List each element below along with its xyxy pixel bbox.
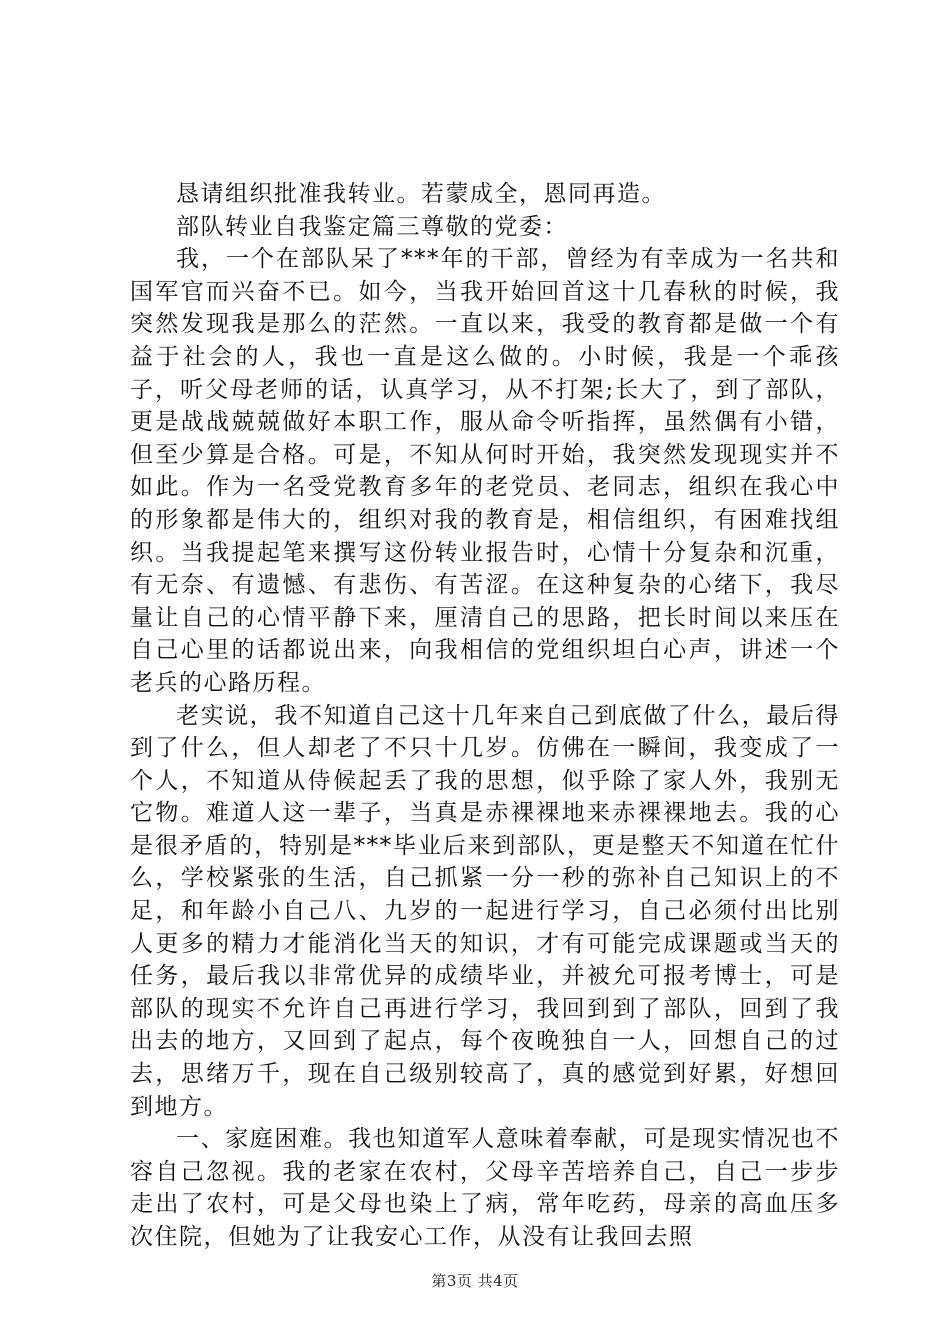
document-body <box>130 178 840 1254</box>
paragraph-intro: 我，一个在部队呆了***年的干部，曾经为有幸成为一名共和国军官而兴奋不已。如今，当我开始回首这十几春秋的时候，我突然发现我是那么的茫然。一直以来，我受的教育都是做一个有益于社会的人，我也一直是这么做的。小时候，我是一个乖孩子，听父母老师的话，认真学习，从不打架;长大了，到了部队，更是战战兢兢做好本职工作，服从命令听指挥，虽然偶有小错，但至少算是合格。可是，不知从何时开始，我突然发现现实并不如此。作为一名受党教育多年的老党员、老同志，组织在我心中的形象都是伟大的，组织对我的教育是，相信组织，有困难找组织。当我提起笔来撰写这份转业报告时，心情十分复杂和沉重，有无奈、有遗憾、有悲伤、有苦涩。在这种复杂的心绪下，我尽量让自己的心情平静下来，厘清自己的思路，把长时间以来压在自己心里的话都说出来，向我相信的党组织坦白心声，讲述一个老兵的心路历程。 <box>130 246 840 696</box>
paragraph-heading: 部队转业自我鉴定篇三尊敬的党委： <box>176 213 568 240</box>
paragraph-family-difficulty: 一、家庭困难。我也知道军人意味着奉献，可是现实情况也不容自己忽视。我的老家在农村，父母辛苦培养自己，自己一步步走出了农村，可是父母也染上了病，常年吃药，母亲的高血压多次住院，但她为了让我安心工作，从没有让我回去照 <box>130 1126 840 1250</box>
paragraph-request: 恳请组织批准我转业。若蒙成全，恩同再造。 <box>176 181 666 207</box>
page-footer: 第3页 共4页 <box>431 1272 519 1290</box>
paragraph-reflection: 老实说，我不知道自己这十几年来自己到底做了什么，最后得到了什么，但人却老了不只十几岁。仿佛在一瞬间，我变成了一个人，不知道从侍候起丢了我的思想，似乎除了家人外，我别无它物。难道人这一辈子，当真是赤裸裸地来赤裸裸地去。我的心是很矛盾的，特别是***毕业后来到部队，更是整天不知道在忙什么，学校紧张的生活，自己抓紧一分一秒的弥补自己知识上的不足，和年龄小自己八、九岁的一起进行学习，自己必须付出比别人更多的精力才能消化当天的知识，才有可能完成课题或当天的任务，最后我以非常优异的成绩毕业，并被允可报考博士，可是部队的现实不允许自己再进行学习，我回到到了部队，回到了我出去的地方，又回到了起点，每个夜晚独自一人，回想自己的过去，思绪万千，现在自己级别较高了，真的感觉到好累，好想回到地方。 <box>130 702 840 1120</box>
